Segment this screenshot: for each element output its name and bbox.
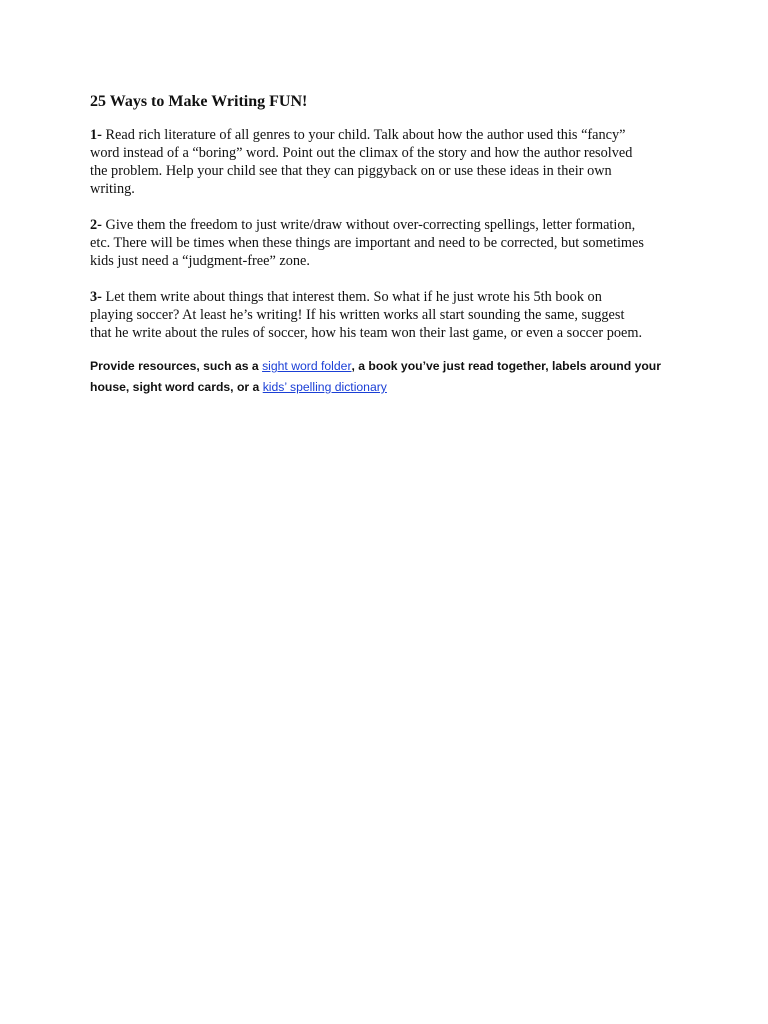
resources-text-3: house, sight word cards, or a: [90, 380, 263, 394]
kids-spelling-dictionary-link[interactable]: kids’ spelling dictionary: [262, 380, 387, 394]
tip-2-line-1: [90, 216, 690, 234]
tip-2-line-3: kids just need a “judgment-free” zone.: [90, 253, 310, 269]
document-content: [90, 92, 690, 398]
resources-line-1: [90, 356, 690, 377]
tip-3-line-1: [90, 288, 690, 306]
tip-3-text-1: Let them write about things that interest them. So what if he just wrote his 5th book on: [105, 289, 602, 305]
tip-1-text-1: Read rich literature of all genres to your child. Talk about how the author used this “fancy”: [105, 127, 626, 143]
tip-3-line-2: playing soccer? At least he’s writing! If his written works all start sounding the same, suggest: [90, 307, 625, 323]
tip-1: [90, 126, 690, 198]
resources-paragraph: [90, 356, 690, 398]
tip-1-line-1: [90, 126, 690, 144]
tip-2: [90, 216, 690, 270]
document-title: 25 Ways to Make Writing FUN!: [90, 93, 308, 110]
tip-1-line-3: the problem. Help your child see that they can piggyback on or use these ideas in their own: [90, 163, 612, 179]
tip-1-line-2: word instead of a “boring” word. Point out the climax of the story and how the author resolved: [90, 145, 633, 161]
tip-1-line-4: writing.: [90, 181, 135, 197]
tip-3-line-3: that he write about the rules of soccer, how his team won their last game, or even a soccer poem.: [90, 325, 643, 341]
tip-2-text-1: Give them the freedom to just write/draw without over-correcting spellings, letter formation,: [105, 217, 636, 233]
resources-text-1: Provide resources, such as a: [90, 359, 263, 373]
tip-2-line-2: etc. There will be times when these things are important and need to be corrected, but sometimes: [90, 235, 644, 251]
resources-line-2: [90, 377, 690, 398]
resources-text-2: , a book you’ve just read together, labels around your: [351, 359, 661, 373]
tip-3: [90, 288, 690, 342]
tip-2-number: 2-: [90, 217, 102, 233]
tip-3-number: 3-: [90, 289, 102, 305]
tip-1-number: 1-: [90, 127, 102, 143]
sight-word-folder-link[interactable]: sight word folder: [262, 359, 352, 373]
